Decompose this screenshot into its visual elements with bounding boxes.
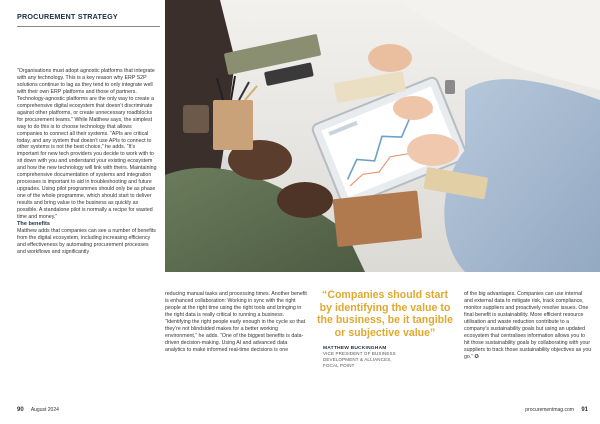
subheading: The benefits (17, 220, 50, 227)
role-line: DEVELOPMENT & ALLIANCES, (323, 356, 392, 362)
quote-attribution-name: MATTHEW BUCKINGHAM (323, 346, 387, 352)
section-header (17, 12, 157, 21)
body-paragraph: “Organisations must adopt agnostic platforms that integrate with any technology. This is a key reason why ERP S2P solutions continue to lag as they tend to only integrate well with their own ERP platforms and those of partners. Technology-agnostic platforms are the only way to create a comprehensive digital ecosystem that doesn’t discriminate against other platforms, or create unnecessary roadblocks for procurement teams.” While Matthew says, the simplest way to do this is to choose technology that allows companies to connect all their systems. “APIs are critical today, and any system that doesn’t use APIs to connect to other systems is not the best choice,” he adds. “It’s important for new tech providers you decide to work with to sit down with you and understand your existing ecosystem and how the new technology will link with theirs. Maintaining comprehensive documentation of systems and integration processes is important to aid in troubleshooting and future upgrades. Using pilot programmes should only be as phase one of the whole programme, which should start to deliver results and bring value to the business as quickly as possible. A standalone pilot is normally a recipe for wasted time and money.” (17, 68, 157, 221)
office-meeting-photo (165, 0, 600, 272)
footer-right (525, 407, 588, 413)
header-divider (17, 26, 160, 27)
role-line: FOCAL POINT (323, 362, 355, 368)
issue-date: August 2024 (30, 407, 59, 413)
body-paragraph: reducing manual tasks and processing times. Another benefit is enhanced collaboration: Working in sync with the right people at the right time using the right tools and bringing in the right data is really critical to running a business. “Identifying the right people early enough in the cycle so that they’re not blindsided makes for a better working environment,” he adds. “One of the biggest benefits is data-driven decision-making. Using AI and advanced data analytics to make informed real-time decisions is one (165, 291, 307, 353)
body-paragraph: Matthew adds that companies can see a number of benefits from the digital ecosystem, including increasing efficiency and effectiveness by automating procurement processes and workflows and significantly (17, 227, 156, 255)
page-number: 90 (17, 407, 24, 413)
footer-left (17, 407, 59, 413)
site-url: procurementmag.com (525, 407, 574, 413)
body-column-1 (17, 68, 158, 256)
role-line: VICE PRESIDENT OF BUSINESS (323, 351, 396, 357)
body-paragraph: of the big advantages. Companies can use internal and external data to mitigate risk, track compliance, monitor suppliers and proactively resolve issues. One final benefit is sustainability. More efficient resource utilisation and waste reduction contribute to a company’s sustainability goals but using an updated ecosystem that centralises information allows you to hit those sustainability goals by collaborating with your suppliers to track those sustainability objectives as you go.” ✪ (464, 291, 592, 360)
quote-attribution-role (315, 351, 455, 368)
pull-quote-text: “Companies should start by identifying the value to the business, be it tangible or subjective value” (317, 289, 453, 339)
body-column-4 (464, 291, 592, 361)
section-title: PROCUREMENT STRATEGY (17, 12, 118, 21)
page-number: 91 (581, 407, 588, 413)
feature-photo (165, 0, 600, 272)
body-column-2 (165, 291, 307, 354)
pull-quote (315, 289, 455, 368)
